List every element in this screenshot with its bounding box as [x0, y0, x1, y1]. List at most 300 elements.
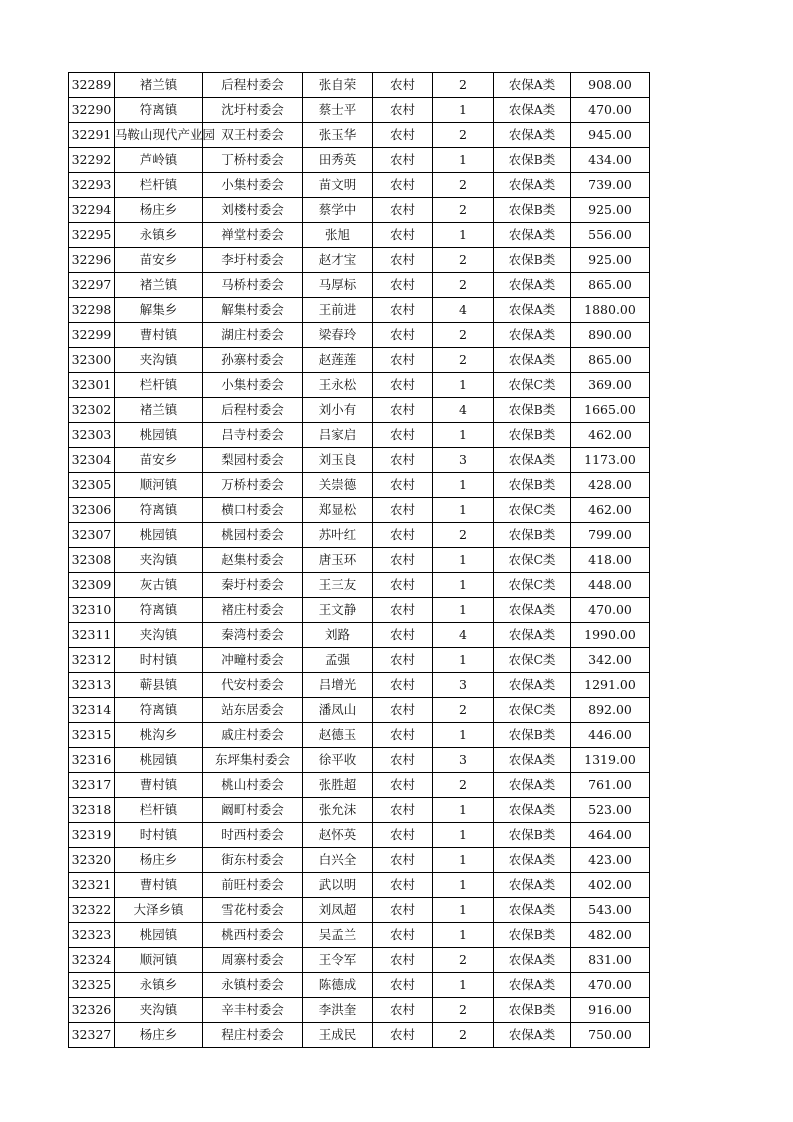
household-size-cell: 2 — [433, 773, 494, 798]
village-committee-cell: 戚庄村委会 — [203, 723, 303, 748]
village-committee-cell: 横口村委会 — [203, 498, 303, 523]
village-committee-cell: 后程村委会 — [203, 73, 303, 98]
town-cell: 桃园镇 — [115, 748, 203, 773]
town-cell: 曹村镇 — [115, 323, 203, 348]
insurance-category-cell: 农保B类 — [494, 248, 571, 273]
town-cell: 夹沟镇 — [115, 548, 203, 573]
record-id-cell: 32303 — [69, 423, 115, 448]
record-id-cell: 32300 — [69, 348, 115, 373]
household-size-cell: 2 — [433, 523, 494, 548]
household-size-cell: 2 — [433, 73, 494, 98]
insurance-category-cell: 农保B类 — [494, 148, 571, 173]
table-body — [69, 73, 650, 1048]
record-id-cell: 32304 — [69, 448, 115, 473]
insurance-category-cell: 农保A类 — [494, 323, 571, 348]
household-type-cell: 农村 — [373, 848, 433, 873]
town-cell: 褚兰镇 — [115, 398, 203, 423]
table-row — [69, 798, 650, 823]
household-size-cell: 2 — [433, 348, 494, 373]
household-type-cell: 农村 — [373, 798, 433, 823]
table-row — [69, 623, 650, 648]
name-cell: 赵怀英 — [303, 823, 373, 848]
household-type-cell: 农村 — [373, 698, 433, 723]
name-cell: 潘凤山 — [303, 698, 373, 723]
village-committee-cell: 周寨村委会 — [203, 948, 303, 973]
table-row — [69, 823, 650, 848]
household-size-cell: 1 — [433, 473, 494, 498]
household-type-cell: 农村 — [373, 373, 433, 398]
table-row — [69, 98, 650, 123]
amount-cell: 434.00 — [571, 148, 650, 173]
household-type-cell: 农村 — [373, 123, 433, 148]
household-size-cell: 2 — [433, 1023, 494, 1048]
household-size-cell: 2 — [433, 273, 494, 298]
insurance-category-cell: 农保B类 — [494, 398, 571, 423]
record-id-cell: 32314 — [69, 698, 115, 723]
record-id-cell: 32313 — [69, 673, 115, 698]
name-cell: 刘凤超 — [303, 898, 373, 923]
record-id-cell: 32311 — [69, 623, 115, 648]
insurance-category-cell: 农保A类 — [494, 798, 571, 823]
amount-cell: 446.00 — [571, 723, 650, 748]
insurance-category-cell: 农保B类 — [494, 523, 571, 548]
household-size-cell: 3 — [433, 448, 494, 473]
amount-cell: 916.00 — [571, 998, 650, 1023]
record-id-cell: 32316 — [69, 748, 115, 773]
record-id-cell: 32318 — [69, 798, 115, 823]
household-type-cell: 农村 — [373, 198, 433, 223]
name-cell: 唐玉环 — [303, 548, 373, 573]
insurance-category-cell: 农保A类 — [494, 773, 571, 798]
insurance-category-cell: 农保C类 — [494, 548, 571, 573]
name-cell: 张胜超 — [303, 773, 373, 798]
household-size-cell: 1 — [433, 923, 494, 948]
name-cell: 吕增光 — [303, 673, 373, 698]
record-id-cell: 32308 — [69, 548, 115, 573]
household-size-cell: 1 — [433, 498, 494, 523]
table-row — [69, 198, 650, 223]
name-cell: 刘小有 — [303, 398, 373, 423]
amount-cell: 369.00 — [571, 373, 650, 398]
town-cell: 栏杆镇 — [115, 798, 203, 823]
insurance-category-cell: 农保A类 — [494, 223, 571, 248]
table-row — [69, 848, 650, 873]
name-cell: 王文静 — [303, 598, 373, 623]
record-id-cell: 32309 — [69, 573, 115, 598]
record-id-cell: 32307 — [69, 523, 115, 548]
town-cell: 时村镇 — [115, 648, 203, 673]
household-size-cell: 1 — [433, 573, 494, 598]
table-row — [69, 223, 650, 248]
household-type-cell: 农村 — [373, 673, 433, 698]
household-size-cell: 1 — [433, 548, 494, 573]
village-committee-cell: 桃园村委会 — [203, 523, 303, 548]
village-committee-cell: 湖庄村委会 — [203, 323, 303, 348]
insurance-category-cell: 农保C类 — [494, 648, 571, 673]
insurance-category-cell: 农保A类 — [494, 598, 571, 623]
amount-cell: 462.00 — [571, 498, 650, 523]
amount-cell: 925.00 — [571, 198, 650, 223]
amount-cell: 448.00 — [571, 573, 650, 598]
household-size-cell: 1 — [433, 423, 494, 448]
table-row — [69, 948, 650, 973]
insurance-category-cell: 农保A类 — [494, 348, 571, 373]
town-cell: 桃园镇 — [115, 523, 203, 548]
amount-cell: 543.00 — [571, 898, 650, 923]
table-row — [69, 598, 650, 623]
household-type-cell: 农村 — [373, 648, 433, 673]
village-committee-cell: 代安村委会 — [203, 673, 303, 698]
household-size-cell: 2 — [433, 698, 494, 723]
village-committee-cell: 东坪集村委会 — [203, 748, 303, 773]
name-cell: 蔡士平 — [303, 98, 373, 123]
name-cell: 马厚标 — [303, 273, 373, 298]
insurance-category-cell: 农保B类 — [494, 998, 571, 1023]
amount-cell: 1291.00 — [571, 673, 650, 698]
amount-cell: 482.00 — [571, 923, 650, 948]
insurance-category-cell: 农保A类 — [494, 123, 571, 148]
record-id-cell: 32290 — [69, 98, 115, 123]
record-id-cell: 32319 — [69, 823, 115, 848]
household-type-cell: 农村 — [373, 1023, 433, 1048]
record-id-cell: 32302 — [69, 398, 115, 423]
village-committee-cell: 雪花村委会 — [203, 898, 303, 923]
record-id-cell: 32310 — [69, 598, 115, 623]
record-id-cell: 32301 — [69, 373, 115, 398]
household-type-cell: 农村 — [373, 723, 433, 748]
household-type-cell: 农村 — [373, 923, 433, 948]
town-cell: 永镇乡 — [115, 973, 203, 998]
name-cell: 陈德成 — [303, 973, 373, 998]
town-cell: 苗安乡 — [115, 248, 203, 273]
record-id-cell: 32326 — [69, 998, 115, 1023]
town-cell: 栏杆镇 — [115, 173, 203, 198]
household-size-cell: 1 — [433, 898, 494, 923]
household-type-cell: 农村 — [373, 223, 433, 248]
household-size-cell: 2 — [433, 948, 494, 973]
table-row — [69, 973, 650, 998]
amount-cell: 342.00 — [571, 648, 650, 673]
amount-cell: 908.00 — [571, 73, 650, 98]
town-cell: 桃园镇 — [115, 923, 203, 948]
village-committee-cell: 刘楼村委会 — [203, 198, 303, 223]
name-cell: 徐平收 — [303, 748, 373, 773]
household-size-cell: 2 — [433, 123, 494, 148]
household-type-cell: 农村 — [373, 348, 433, 373]
town-cell: 符离镇 — [115, 598, 203, 623]
amount-cell: 739.00 — [571, 173, 650, 198]
insurance-category-cell: 农保A类 — [494, 748, 571, 773]
record-id-cell: 32294 — [69, 198, 115, 223]
village-committee-cell: 孙寨村委会 — [203, 348, 303, 373]
household-size-cell: 3 — [433, 748, 494, 773]
household-type-cell: 农村 — [373, 473, 433, 498]
record-id-cell: 32289 — [69, 73, 115, 98]
table-row — [69, 873, 650, 898]
town-cell: 夹沟镇 — [115, 348, 203, 373]
household-type-cell: 农村 — [373, 448, 433, 473]
record-id-cell: 32315 — [69, 723, 115, 748]
village-committee-cell: 沈圩村委会 — [203, 98, 303, 123]
name-cell: 郑显松 — [303, 498, 373, 523]
table-row — [69, 648, 650, 673]
town-cell: 苗安乡 — [115, 448, 203, 473]
record-id-cell: 32292 — [69, 148, 115, 173]
village-committee-cell: 丁桥村委会 — [203, 148, 303, 173]
record-id-cell: 32322 — [69, 898, 115, 923]
insurance-category-cell: 农保A类 — [494, 448, 571, 473]
household-type-cell: 农村 — [373, 248, 433, 273]
town-cell: 曹村镇 — [115, 873, 203, 898]
amount-cell: 418.00 — [571, 548, 650, 573]
household-size-cell: 1 — [433, 598, 494, 623]
village-committee-cell: 街东村委会 — [203, 848, 303, 873]
village-committee-cell: 小集村委会 — [203, 173, 303, 198]
village-committee-cell: 李圩村委会 — [203, 248, 303, 273]
village-committee-cell: 站东居委会 — [203, 698, 303, 723]
insurance-category-cell: 农保A类 — [494, 73, 571, 98]
name-cell: 王令军 — [303, 948, 373, 973]
town-cell: 顺河镇 — [115, 948, 203, 973]
table-row — [69, 173, 650, 198]
village-committee-cell: 褚庄村委会 — [203, 598, 303, 623]
name-cell: 关崇德 — [303, 473, 373, 498]
town-cell: 桃沟乡 — [115, 723, 203, 748]
table-row — [69, 473, 650, 498]
household-type-cell: 农村 — [373, 73, 433, 98]
record-id-cell: 32324 — [69, 948, 115, 973]
record-id-cell: 32312 — [69, 648, 115, 673]
village-committee-cell: 永镇村委会 — [203, 973, 303, 998]
table-row — [69, 323, 650, 348]
table-row — [69, 998, 650, 1023]
table-row — [69, 673, 650, 698]
household-type-cell: 农村 — [373, 898, 433, 923]
village-committee-cell: 秦圩村委会 — [203, 573, 303, 598]
name-cell: 梁春玲 — [303, 323, 373, 348]
table-row — [69, 573, 650, 598]
amount-cell: 831.00 — [571, 948, 650, 973]
name-cell: 王永松 — [303, 373, 373, 398]
village-committee-cell: 辛丰村委会 — [203, 998, 303, 1023]
name-cell: 吕家启 — [303, 423, 373, 448]
household-type-cell: 农村 — [373, 323, 433, 348]
name-cell: 王成民 — [303, 1023, 373, 1048]
amount-cell: 892.00 — [571, 698, 650, 723]
household-type-cell: 农村 — [373, 423, 433, 448]
household-type-cell: 农村 — [373, 823, 433, 848]
village-committee-cell: 冲疃村委会 — [203, 648, 303, 673]
insurance-category-cell: 农保B类 — [494, 423, 571, 448]
household-type-cell: 农村 — [373, 623, 433, 648]
insurance-category-cell: 农保A类 — [494, 298, 571, 323]
household-type-cell: 农村 — [373, 598, 433, 623]
insurance-category-cell: 农保A类 — [494, 873, 571, 898]
record-id-cell: 32296 — [69, 248, 115, 273]
record-id-cell: 32321 — [69, 873, 115, 898]
amount-cell: 925.00 — [571, 248, 650, 273]
name-cell: 白兴全 — [303, 848, 373, 873]
amount-cell: 470.00 — [571, 973, 650, 998]
household-size-cell: 3 — [433, 673, 494, 698]
amount-cell: 865.00 — [571, 348, 650, 373]
insurance-category-cell: 农保A类 — [494, 173, 571, 198]
name-cell: 张旭 — [303, 223, 373, 248]
insurance-category-cell: 农保A类 — [494, 673, 571, 698]
insurance-category-cell: 农保A类 — [494, 898, 571, 923]
record-id-cell: 32295 — [69, 223, 115, 248]
amount-cell: 464.00 — [571, 823, 650, 848]
household-size-cell: 1 — [433, 98, 494, 123]
amount-cell: 470.00 — [571, 598, 650, 623]
table-row — [69, 273, 650, 298]
table-row — [69, 923, 650, 948]
table-row — [69, 248, 650, 273]
table-row — [69, 773, 650, 798]
amount-cell: 428.00 — [571, 473, 650, 498]
town-cell: 芦岭镇 — [115, 148, 203, 173]
town-cell: 杨庄乡 — [115, 1023, 203, 1048]
table-row — [69, 1023, 650, 1048]
village-committee-cell: 桃西村委会 — [203, 923, 303, 948]
beneficiary-table — [68, 72, 650, 1048]
household-type-cell: 农村 — [373, 498, 433, 523]
village-committee-cell: 阚町村委会 — [203, 798, 303, 823]
town-cell: 夹沟镇 — [115, 623, 203, 648]
amount-cell: 1880.00 — [571, 298, 650, 323]
amount-cell: 750.00 — [571, 1023, 650, 1048]
household-type-cell: 农村 — [373, 173, 433, 198]
household-size-cell: 1 — [433, 873, 494, 898]
village-committee-cell: 双王村委会 — [203, 123, 303, 148]
record-id-cell: 32306 — [69, 498, 115, 523]
name-cell: 赵莲莲 — [303, 348, 373, 373]
table-row — [69, 498, 650, 523]
insurance-category-cell: 农保A类 — [494, 948, 571, 973]
town-cell: 符离镇 — [115, 498, 203, 523]
name-cell: 李洪奎 — [303, 998, 373, 1023]
amount-cell: 1173.00 — [571, 448, 650, 473]
record-id-cell: 32317 — [69, 773, 115, 798]
household-type-cell: 农村 — [373, 748, 433, 773]
town-cell: 蕲县镇 — [115, 673, 203, 698]
record-id-cell: 32298 — [69, 298, 115, 323]
amount-cell: 1665.00 — [571, 398, 650, 423]
name-cell: 刘玉良 — [303, 448, 373, 473]
insurance-category-cell: 农保C类 — [494, 698, 571, 723]
name-cell: 田秀英 — [303, 148, 373, 173]
insurance-category-cell: 农保C类 — [494, 498, 571, 523]
name-cell: 孟强 — [303, 648, 373, 673]
household-type-cell: 农村 — [373, 948, 433, 973]
amount-cell: 799.00 — [571, 523, 650, 548]
town-cell: 灰古镇 — [115, 573, 203, 598]
amount-cell: 556.00 — [571, 223, 650, 248]
amount-cell: 402.00 — [571, 873, 650, 898]
insurance-category-cell: 农保C类 — [494, 573, 571, 598]
table-row — [69, 423, 650, 448]
name-cell: 赵才宝 — [303, 248, 373, 273]
record-id-cell: 32323 — [69, 923, 115, 948]
table-row — [69, 148, 650, 173]
household-type-cell: 农村 — [373, 148, 433, 173]
town-cell: 曹村镇 — [115, 773, 203, 798]
household-type-cell: 农村 — [373, 98, 433, 123]
table-row — [69, 448, 650, 473]
household-type-cell: 农村 — [373, 973, 433, 998]
village-committee-cell: 小集村委会 — [203, 373, 303, 398]
insurance-category-cell: 农保B类 — [494, 198, 571, 223]
town-cell: 夹沟镇 — [115, 998, 203, 1023]
town-cell: 褚兰镇 — [115, 73, 203, 98]
name-cell: 张允沫 — [303, 798, 373, 823]
village-committee-cell: 前旺村委会 — [203, 873, 303, 898]
amount-cell: 462.00 — [571, 423, 650, 448]
record-id-cell: 32320 — [69, 848, 115, 873]
insurance-category-cell: 农保A类 — [494, 98, 571, 123]
amount-cell: 1319.00 — [571, 748, 650, 773]
table-row — [69, 523, 650, 548]
household-size-cell: 1 — [433, 223, 494, 248]
village-committee-cell: 禅堂村委会 — [203, 223, 303, 248]
household-size-cell: 2 — [433, 323, 494, 348]
town-cell: 大泽乡镇 — [115, 898, 203, 923]
name-cell: 张自荣 — [303, 73, 373, 98]
household-size-cell: 1 — [433, 798, 494, 823]
town-cell: 杨庄乡 — [115, 848, 203, 873]
table-row — [69, 748, 650, 773]
name-cell: 武以明 — [303, 873, 373, 898]
town-cell: 褚兰镇 — [115, 273, 203, 298]
amount-cell: 1990.00 — [571, 623, 650, 648]
record-id-cell: 32305 — [69, 473, 115, 498]
household-size-cell: 1 — [433, 973, 494, 998]
household-type-cell: 农村 — [373, 548, 433, 573]
table-row — [69, 123, 650, 148]
insurance-category-cell: 农保B类 — [494, 923, 571, 948]
record-id-cell: 32293 — [69, 173, 115, 198]
name-cell: 赵德玉 — [303, 723, 373, 748]
household-size-cell: 1 — [433, 848, 494, 873]
insurance-category-cell: 农保A类 — [494, 273, 571, 298]
record-id-cell: 32325 — [69, 973, 115, 998]
amount-cell: 890.00 — [571, 323, 650, 348]
household-size-cell: 1 — [433, 148, 494, 173]
amount-cell: 523.00 — [571, 798, 650, 823]
town-cell: 顺河镇 — [115, 473, 203, 498]
table-row — [69, 373, 650, 398]
table-row — [69, 898, 650, 923]
insurance-category-cell: 农保B类 — [494, 723, 571, 748]
household-size-cell: 2 — [433, 173, 494, 198]
table-row — [69, 348, 650, 373]
household-size-cell: 4 — [433, 298, 494, 323]
name-cell: 王三友 — [303, 573, 373, 598]
insurance-category-cell: 农保A类 — [494, 973, 571, 998]
household-size-cell: 1 — [433, 648, 494, 673]
village-committee-cell: 吕寺村委会 — [203, 423, 303, 448]
insurance-category-cell: 农保B类 — [494, 473, 571, 498]
village-committee-cell: 时西村委会 — [203, 823, 303, 848]
household-type-cell: 农村 — [373, 298, 433, 323]
name-cell: 张玉华 — [303, 123, 373, 148]
town-cell: 桃园镇 — [115, 423, 203, 448]
household-size-cell: 1 — [433, 823, 494, 848]
village-committee-cell: 解集村委会 — [203, 298, 303, 323]
table-row — [69, 398, 650, 423]
record-id-cell: 32291 — [69, 123, 115, 148]
table-row — [69, 548, 650, 573]
